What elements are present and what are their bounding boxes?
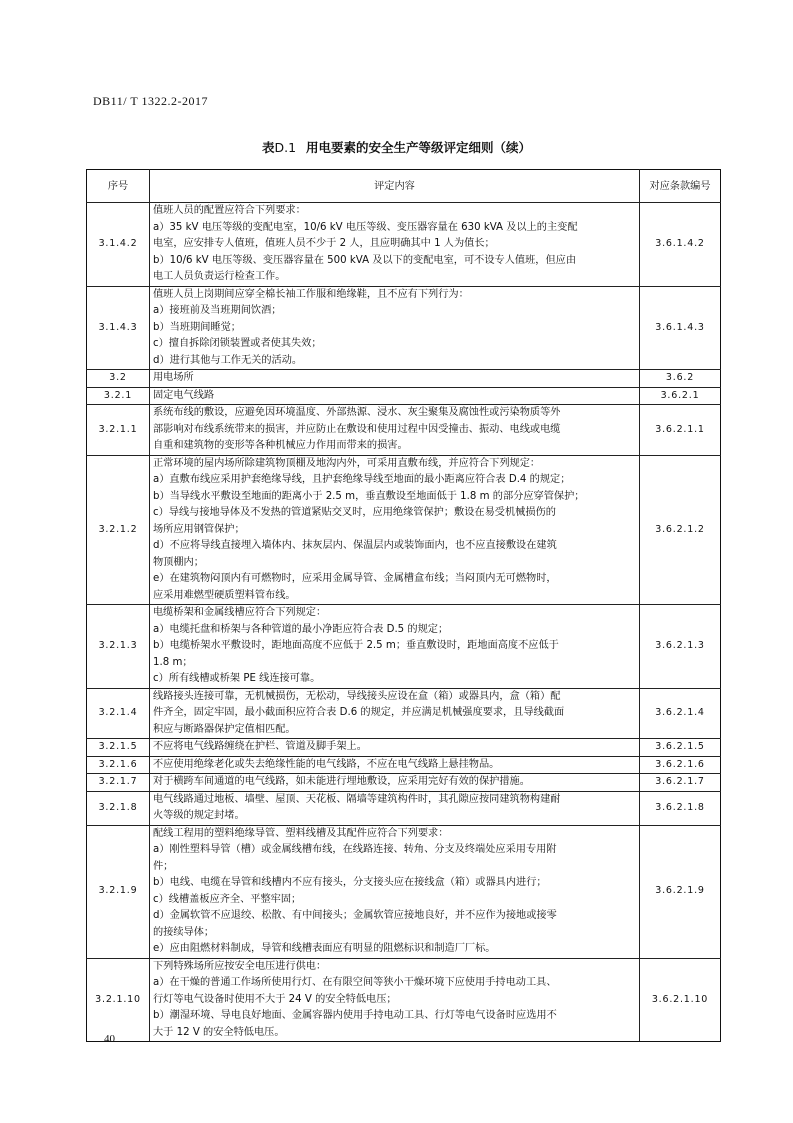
row-reference: 3.6.2.1	[640, 387, 721, 405]
content-line: a）在干燥的普通工作场所使用行灯、在有限空间等狭小干燥环境下应使用手持电动工具、	[153, 977, 557, 988]
content-line: 部影响对布线系统带来的损害，并应防止在敷设和使用过程中因受撞击、振动、电线或电缆	[153, 423, 561, 435]
table-row	[87, 203, 721, 287]
table-row	[87, 605, 721, 689]
row-content	[150, 791, 640, 825]
page-number: 40	[104, 1033, 115, 1045]
content-line: b）当导线水平敷设至地面的距离小于 2.5 m，垂直敷设至地面低于 1.8 m 的部分应穿管保护；	[153, 490, 585, 502]
content-line: 大于 12 V 的安全特低电压。	[153, 1026, 285, 1038]
content-line: 电工人员负责运行检查工作。	[153, 271, 286, 282]
row-content	[150, 455, 640, 605]
content-line: 不应使用绝缘老化或失去绝缘性能的电气线路，不应在电气线路上悬挂物品。	[153, 758, 500, 770]
row-content	[150, 825, 640, 958]
content-line: 用电场所	[153, 372, 194, 383]
row-number: 3.2.1.3	[87, 605, 150, 689]
content-line: 场所应用钢管保护；	[153, 523, 245, 535]
row-number: 3.2.1.2	[87, 455, 150, 605]
content-line: e）在建筑物闷顶内有可燃物时，应采用金属导管、金属槽盒布线；当闷顶内无可燃物时，	[153, 573, 557, 584]
row-reference: 3.6.2.1.7	[640, 774, 721, 792]
content-line: 积应与断路器保护定值相匹配。	[153, 723, 296, 735]
content-line: d）不应将导线直接埋入墙体内、抹灰层内、保温层内或装饰面内，也不应直接敷设在建筑	[153, 540, 557, 551]
row-content	[150, 370, 640, 388]
row-reference: 3.6.1.4.3	[640, 286, 721, 370]
table-title-prefix: 表	[261, 140, 275, 155]
table-number: D.1	[274, 140, 297, 155]
content-line: 线路接头连接可靠，无机械损伤，无松动，导线接头应设在盒（箱）或器具内，盒（箱）配	[153, 690, 561, 702]
table-row	[87, 739, 721, 757]
content-line: 物顶棚内；	[153, 556, 204, 568]
content-line: 不应将电气线路缠绕在护栏、管道及脚手架上。	[153, 741, 367, 752]
row-number: 3.2.1.9	[87, 825, 150, 958]
row-content	[150, 774, 640, 792]
row-content	[150, 739, 640, 757]
row-content	[150, 387, 640, 405]
table-row	[87, 286, 721, 370]
table-row	[87, 387, 721, 405]
row-number: 3.2.1.4	[87, 688, 150, 739]
row-reference: 3.6.2.1.10	[640, 958, 721, 1042]
content-line: 对于横跨车间通道的电气线路，如未能进行埋地敷设，应采用完好有效的保护措施。	[153, 776, 530, 787]
content-line: d）金属软管不应退绞、松散、有中间接头；金属软管应接地良好，并不应作为接地或接零	[153, 910, 557, 921]
table-row	[87, 455, 721, 605]
content-line: a）电缆托盘和桥架与各种管道的最小净距应符合表 D.5 的规定；	[153, 623, 449, 635]
content-line: a）35 kV 电压等级的变配电室，10/6 kV 电压等级、变压器容量在 630 kVA 及以上的主变配	[153, 221, 578, 233]
column-header-content: 评定内容	[150, 170, 640, 203]
table-row	[87, 958, 721, 1042]
content-line: b）10/6 kV 电压等级、变压器容量在 500 kVA 及以下的变配电室，可不设专人值班，但应由	[153, 254, 577, 266]
row-reference: 3.6.2.1.2	[640, 455, 721, 605]
row-number: 3.1.4.3	[87, 286, 150, 370]
row-number: 3.2.1.8	[87, 791, 150, 825]
content-line: c）所有线槽或桥架 PE 线连接可靠。	[153, 673, 321, 684]
content-line: b）当班期间睡觉；	[153, 321, 241, 333]
row-reference: 3.6.2.1.8	[640, 791, 721, 825]
content-line: 配线工程用的塑料绝缘导管、塑料线槽及其配件应符合下列要求：	[153, 827, 449, 839]
row-number: 3.2.1	[87, 387, 150, 405]
content-line: a）直敷布线应采用护套绝缘导线，且护套绝缘导线至地面的最小距离应符合表 D.4 的规定；	[153, 474, 571, 485]
row-content	[150, 688, 640, 739]
content-line: 系统布线的敷设，应避免因环境温度、外部热源、浸水、灰尘聚集及腐蚀性或污染物质等外	[153, 407, 561, 418]
content-line: e）应由阻燃材料制成，导管和线槽表面应有明显的阻燃标识和制造厂厂标。	[153, 943, 496, 954]
row-reference: 3.6.2.1.1	[640, 405, 721, 456]
content-line: b）电缆桥架水平敷设时，距地面高度不应低于 2.5 m；垂直敷设时，距地面高度不应低于	[153, 640, 559, 651]
content-line: 的接续导体；	[153, 926, 215, 938]
content-line: 固定电气线路	[153, 389, 215, 401]
row-content	[150, 756, 640, 774]
content-line: 下列特殊场所应按安全电压进行供电：	[153, 960, 327, 972]
row-reference: 3.6.2	[640, 370, 721, 388]
table-row	[87, 370, 721, 388]
row-reference: 3.6.1.4.2	[640, 203, 721, 287]
row-number: 3.1.4.2	[87, 203, 150, 287]
content-line: 应采用难燃型硬质塑料管布线。	[153, 589, 296, 601]
table-header-row	[87, 170, 721, 203]
content-line: 值班人员的配置应符合下列要求：	[153, 205, 306, 216]
content-line: c）擅自拆除闭锁装置或者使其失效；	[153, 338, 322, 349]
content-line: b）潮湿环境、导电良好地面、金属容器内使用手持电动工具、行灯等电气设备时应选用不	[153, 1010, 557, 1021]
row-reference: 3.6.2.1.4	[640, 688, 721, 739]
content-line: 自重和建筑物的变形等各种机械应力作用而带来的损害。	[153, 440, 408, 451]
table-row	[87, 825, 721, 958]
rules-table	[86, 169, 721, 1042]
row-content	[150, 203, 640, 287]
content-line: a）接班前及当班期间饮酒；	[153, 305, 282, 316]
row-reference: 3.6.2.1.3	[640, 605, 721, 689]
content-line: b）电线、电缆在导管和线槽内不应有接头，分支接头应在接线盒（箱）或器具内进行；	[153, 877, 547, 888]
content-line: 值班人员上岗期间应穿全棉长袖工作服和绝缘鞋，且不应有下列行为：	[153, 288, 469, 300]
row-content	[150, 958, 640, 1042]
content-line: 电室，应安排专人值班，值班人员不少于 2 人，且应明确其中 1 人为值长；	[153, 238, 495, 249]
document-code: DB11/ T 1322.2-2017	[93, 94, 208, 108]
content-line: 火等级的规定封堵。	[153, 810, 245, 821]
content-line: c）线槽盖板应齐全、平整牢固；	[153, 893, 302, 905]
table-row	[87, 756, 721, 774]
content-line: d）进行其他与工作无关的活动。	[153, 354, 303, 366]
row-reference: 3.6.2.1.6	[640, 756, 721, 774]
table-row	[87, 774, 721, 792]
row-content	[150, 605, 640, 689]
content-line: 正常环境的屋内场所除建筑物顶棚及地沟内外，可采用直敷布线，并应符合下列规定：	[153, 457, 541, 469]
content-line: 行灯等电气设备时使用不大于 24 V 的安全特低电压；	[153, 993, 397, 1005]
row-number: 3.2.1.6	[87, 756, 150, 774]
table-row	[87, 405, 721, 456]
row-reference: 3.6.2.1.9	[640, 825, 721, 958]
row-number: 3.2	[87, 370, 150, 388]
content-line: 件齐全，固定牢固，最小截面积应符合表 D.6 的规定，并应满足机械强度要求，且导线截面	[153, 707, 565, 718]
row-number: 3.2.1.7	[87, 774, 150, 792]
column-header-ref: 对应条款编号	[640, 170, 721, 203]
table-title-text: 用电要素的安全生产等级评定细则（续）	[306, 140, 532, 155]
column-header-num: 序号	[87, 170, 150, 203]
row-number: 3.2.1.10	[87, 958, 150, 1042]
row-reference: 3.6.2.1.5	[640, 739, 721, 757]
content-line: c）导线与接地导体及不发热的管道紧贴交叉时，应用绝缘管保护；敷设在易受机械损伤的	[153, 507, 556, 518]
table-row	[87, 791, 721, 825]
table-title	[0, 138, 793, 156]
content-line: 件；	[153, 860, 174, 872]
content-line: 电缆桥架和金属线槽应符合下列规定：	[153, 607, 327, 618]
table-row	[87, 688, 721, 739]
content-line: a）刚性塑料导管（槽）或金属线槽布线，在线路连接、转角、分支及终端处应采用专用附	[153, 844, 557, 855]
row-number: 3.2.1.5	[87, 739, 150, 757]
row-content	[150, 405, 640, 456]
row-number: 3.2.1.1	[87, 405, 150, 456]
content-line: 电气线路通过地板、墙壁、屋顶、天花板、隔墙等建筑构件时，其孔隙应按同建筑物构建耐	[153, 793, 561, 805]
content-line: 1.8 m；	[153, 656, 193, 668]
row-content	[150, 286, 640, 370]
